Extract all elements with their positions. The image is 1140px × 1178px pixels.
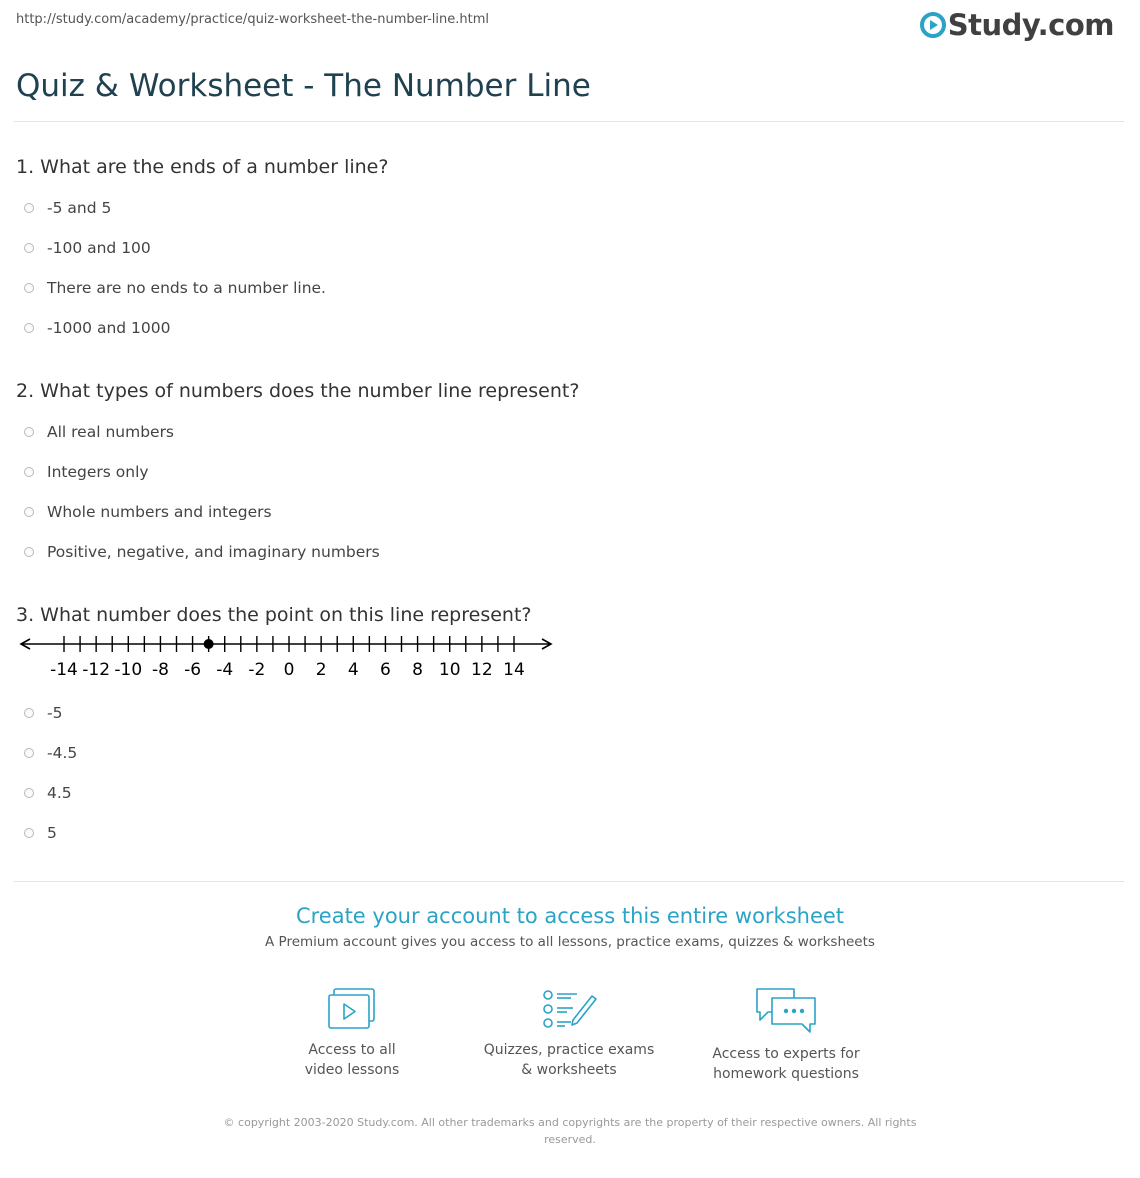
number-line-label: -14 <box>50 660 78 680</box>
study-logo[interactable] <box>920 8 1114 42</box>
answer-option[interactable] <box>24 704 62 722</box>
feature-line: Access to experts for <box>712 1046 860 1062</box>
number-line-label: -4 <box>216 660 234 680</box>
number-line-label: -2 <box>248 660 266 680</box>
answer-option[interactable] <box>24 744 77 762</box>
answer-option[interactable] <box>24 199 111 217</box>
option-label: -5 and 5 <box>47 199 112 217</box>
answer-option[interactable] <box>24 279 326 297</box>
radio-button[interactable] <box>24 748 34 758</box>
option-label: Integers only <box>47 463 149 481</box>
cta-divider <box>14 881 1124 882</box>
number-line-label: -12 <box>82 660 111 680</box>
video-lesson-icon <box>325 986 379 1032</box>
quiz-checklist-icon <box>539 986 599 1032</box>
number-line-label: 14 <box>503 660 525 680</box>
number-line-label: 4 <box>347 660 359 680</box>
answer-option[interactable] <box>24 423 174 441</box>
option-label: Positive, negative, and imaginary numbers <box>47 543 380 561</box>
copyright-notice: © copyright 2003-2020 Study.com. All other trademarks and copyrights are the property of their respective owners. All rights reserved. <box>223 1116 917 1146</box>
question-2: 2. What types of numbers does the number line represent? <box>16 380 580 402</box>
feature-line: & worksheets <box>521 1062 617 1078</box>
radio-button[interactable] <box>24 323 34 333</box>
feature-experts <box>676 986 896 1084</box>
answer-option[interactable] <box>24 784 72 802</box>
page-url: http://study.com/academy/practice/quiz-worksheet-the-number-line.html <box>16 12 490 27</box>
radio-button[interactable] <box>24 507 34 517</box>
feature-line: homework questions <box>713 1066 859 1082</box>
answer-option[interactable] <box>24 824 57 842</box>
option-label: There are no ends to a number line. <box>47 279 326 297</box>
radio-button[interactable] <box>24 708 34 718</box>
option-label: Whole numbers and integers <box>47 503 272 521</box>
number-line-label: 12 <box>471 660 493 680</box>
answer-option[interactable] <box>24 463 149 481</box>
feature-line: Access to all <box>308 1042 396 1058</box>
feature-line: video lessons <box>304 1062 400 1078</box>
number-line-label: -6 <box>184 660 202 680</box>
option-label: All real numbers <box>47 423 175 441</box>
number-line-label: -10 <box>114 660 143 680</box>
question-3: 3. What number does the point on this line represent? <box>16 604 532 626</box>
answer-option[interactable] <box>24 503 272 521</box>
cta-subtitle: A Premium account gives you access to all lessons, practice exams, quizzes & worksheets <box>265 934 875 950</box>
play-circle-icon <box>920 12 946 38</box>
radio-button[interactable] <box>24 828 34 838</box>
option-label: -100 and 100 <box>47 239 151 257</box>
radio-button[interactable] <box>24 547 34 557</box>
answer-option[interactable] <box>24 543 380 561</box>
logo-text: Study.com <box>947 8 1114 42</box>
question-1: 1. What are the ends of a number line? <box>16 156 389 178</box>
radio-button[interactable] <box>24 203 34 213</box>
number-line-label: 8 <box>412 660 423 680</box>
number-line-label: 2 <box>315 660 327 680</box>
number-line-figure <box>18 630 558 682</box>
number-line-point <box>204 639 214 649</box>
create-account-link[interactable]: Create your account to access this entire worksheet <box>295 904 845 928</box>
radio-button[interactable] <box>24 788 34 798</box>
option-label: 5 <box>47 824 57 842</box>
option-label: 4.5 <box>47 784 72 802</box>
number-line-label: 10 <box>438 660 461 680</box>
radio-button[interactable] <box>24 427 34 437</box>
title-divider <box>14 121 1124 122</box>
answer-option[interactable] <box>24 319 171 337</box>
radio-button[interactable] <box>24 243 34 253</box>
answer-option[interactable] <box>24 239 151 257</box>
radio-button[interactable] <box>24 283 34 293</box>
number-line-label: -8 <box>151 660 169 680</box>
feature-quizzes <box>459 986 679 1080</box>
feature-video-lessons <box>242 986 462 1080</box>
feature-line: Quizzes, practice exams <box>483 1042 655 1058</box>
number-line-label: 6 <box>380 660 391 680</box>
radio-button[interactable] <box>24 467 34 477</box>
chat-bubbles-icon <box>754 986 818 1036</box>
option-label: -5 <box>47 704 63 722</box>
number-line-label: 0 <box>283 660 295 680</box>
option-label: -4.5 <box>47 744 78 762</box>
option-label: -1000 and 1000 <box>47 319 171 337</box>
page-title: Quiz & Worksheet - The Number Line <box>16 68 591 104</box>
